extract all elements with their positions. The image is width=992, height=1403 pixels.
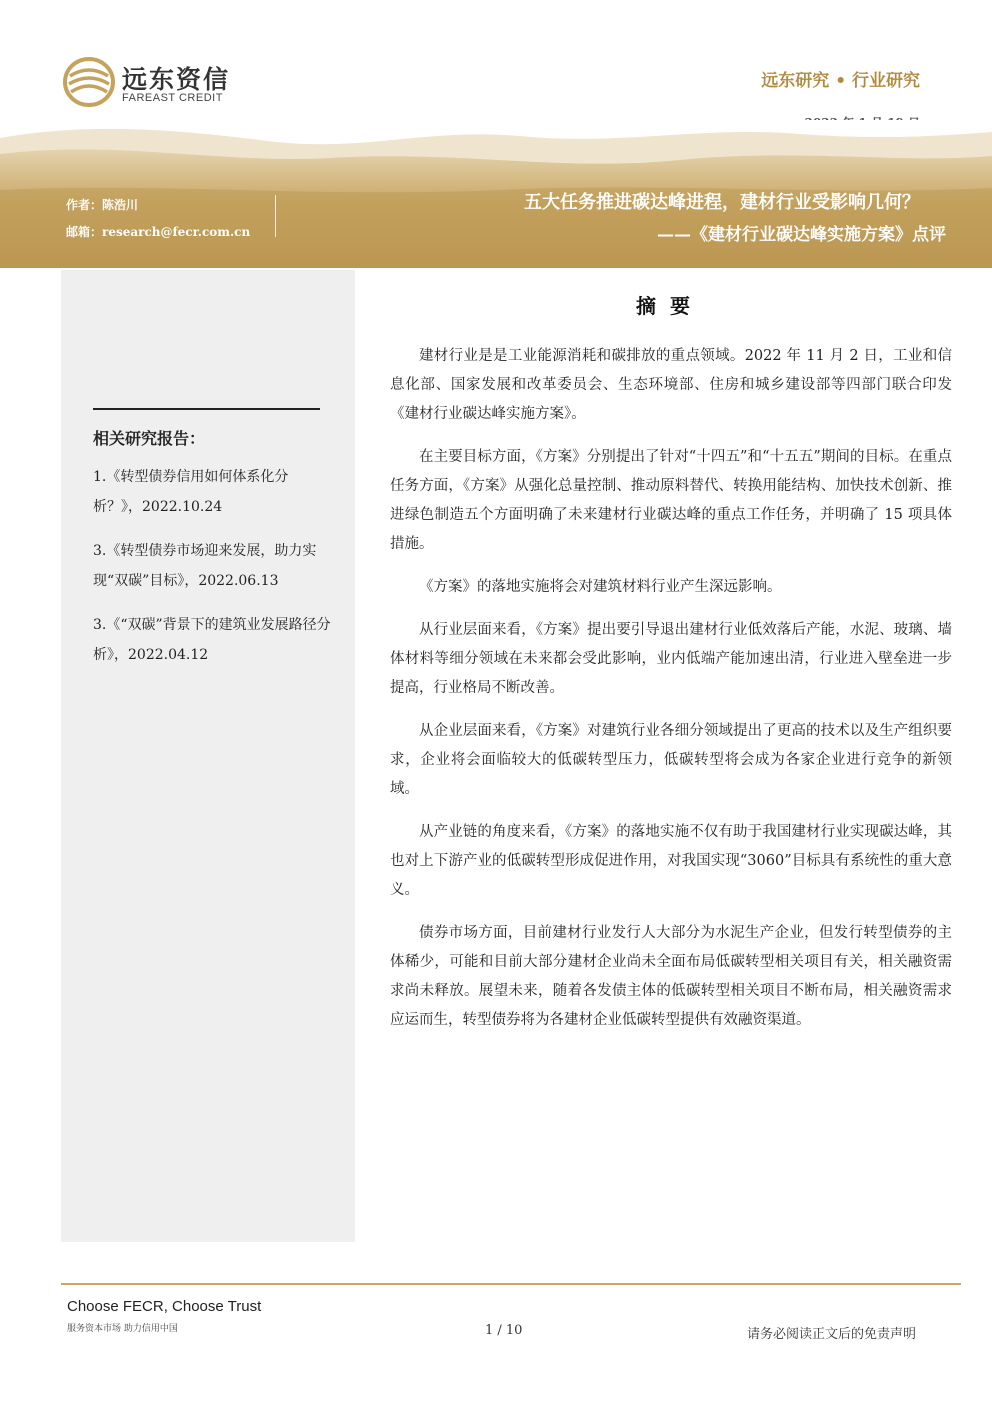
related-reports-sidebar	[61, 270, 355, 1242]
email-line: 邮箱：research@fecr.com.cn	[66, 225, 251, 239]
author-line: 作者：陈浩川	[66, 198, 139, 212]
abstract-paragraph: 从行业层面来看，《方案》提出要引导退出建材行业低效落后产能，水泥、玻璃、墙体材料等细分领域在未来都会受此影响，业内低端产能加速出清，行业进入壁垒进一步提高，行业格局不断改善。	[390, 622, 952, 696]
banner-divider	[275, 195, 276, 237]
abstract-paragraph: 在主要目标方面，《方案》分别提出了针对“十四五”和“十五五”期间的目标。在重点任务方面，《方案》从强化总量控制、推动原料替代、转换用能结构、加快技术创新、推进绿色制造五个方面明确了未来建材行业碳达峰的重点工作任务，并明确了 15 项具体措施。	[390, 449, 952, 552]
company-logo	[62, 56, 262, 112]
abstract-paragraph: 《方案》的落地实施将会对建筑材料行业产生深远影响。	[419, 579, 782, 595]
abstract-paragraph: 从产业链的角度来看，《方案》的落地实施不仅有助于我国建材行业实现碳达峰，其也对上下游产业的低碳转型形成促进作用，对我国实现“3060”目标具有系统性的重大意义。	[390, 824, 952, 898]
page-number: 1 / 10	[485, 1323, 523, 1338]
logo-emblem-icon	[62, 56, 116, 108]
abstract-paragraph: 建材行业是是工业能源消耗和碳排放的重点领域。2022 年 11 月 2 日，工业和信息化部、国家发展和改革委员会、生态环境部、住房和城乡建设部等四部门联合印发《建材行业碳达峰实施方案》。	[390, 348, 952, 422]
related-report-item[interactable]: 3.《“双碳”背景下的建筑业发展路径分析》，2022.04.12	[93, 617, 331, 663]
logo-name-cn: 远东资信	[122, 65, 231, 94]
logo-name-en: FAREAST CREDIT	[122, 92, 223, 104]
footer-disclaimer[interactable]: 请务必阅读正文后的免责声明	[746, 1327, 916, 1342]
related-report-item[interactable]: 3.《转型债券市场迎来发展，助力实现“双碳”目标》，2022.06.13	[93, 543, 317, 589]
related-reports-list	[93, 462, 333, 684]
footer-slogan: Choose FECR, Choose Trust	[67, 1298, 262, 1315]
abstract-paragraph: 债券市场方面，目前建材行业发行人大部分为水泥生产企业，但发行转型债券的主体稀少，可能和目前大部分建材企业尚未全面布局低碳转型相关项目有关，相关融资需求尚未释放。展望未来，随着各发债主体的低碳转型相关项目不断布局，相关融资需求应运而生，转型债券将为各建材企业低碳转型提供有效融资渠道。	[390, 925, 952, 1028]
abstract-heading: 摘要	[636, 294, 704, 318]
report-title: 五大任务推进碳达峰进程，建材行业受影响几何？	[524, 192, 920, 213]
report-series: 远东研究 • 行业研究	[761, 71, 920, 91]
footer-slogan-sub: 服务资本市场 助力信用中国	[67, 1324, 178, 1334]
sidebar-divider	[93, 408, 320, 410]
report-subtitle: ——《建材行业碳达峰实施方案》点评	[657, 225, 946, 245]
related-report-item[interactable]: 1.《转型债券信用如何体系化分析？》，2022.10.24	[93, 469, 289, 515]
abstract-body	[390, 342, 952, 1049]
abstract-paragraph: 从企业层面来看，《方案》对建筑行业各细分领域提出了更高的技术以及生产组织要求，企业将会面临较大的低碳转型压力，低碳转型将会成为各家企业进行竞争的新领域。	[390, 723, 952, 797]
sidebar-heading: 相关研究报告：	[93, 429, 206, 448]
footer-divider	[61, 1283, 961, 1285]
